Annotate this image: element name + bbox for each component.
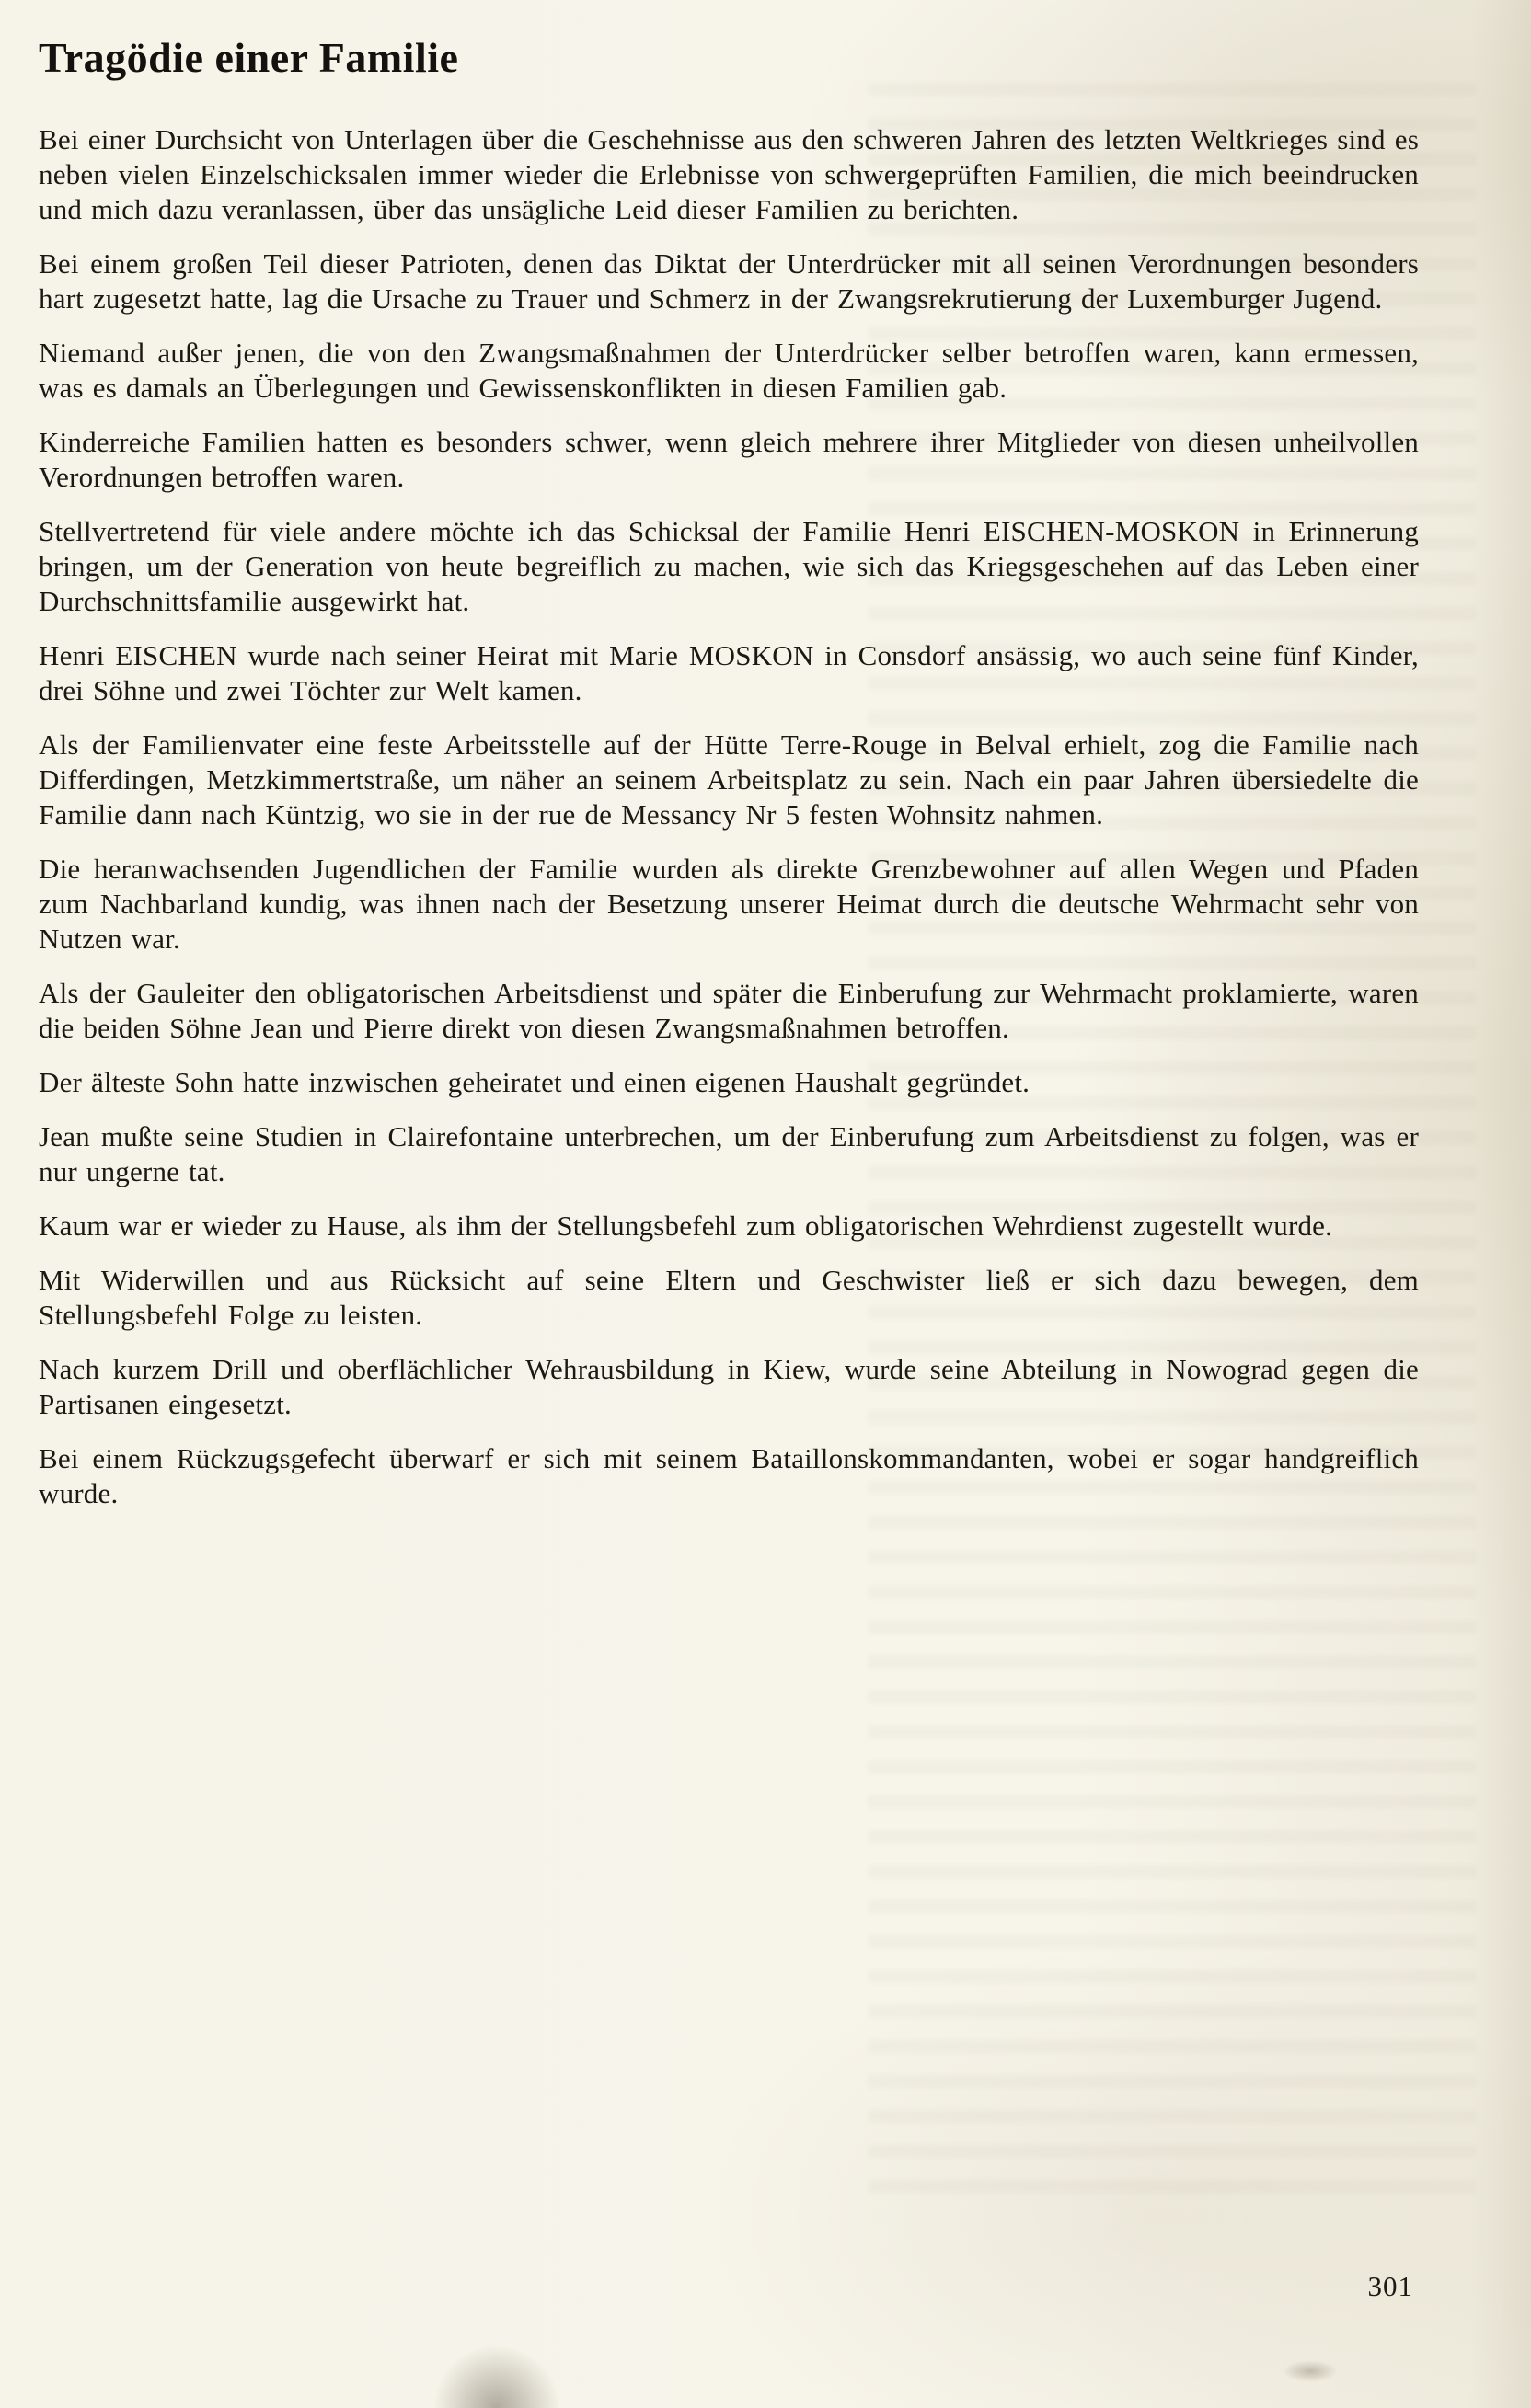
paragraph: Der älteste Sohn hatte inzwischen geheiratet und einen eigenen Haushalt gegründet.: [39, 1066, 1030, 1098]
paragraph: Bei einem großen Teil dieser Patrioten, denen das Diktat der Unterdrücker mit all seinen Verordnungen besonders hart zugesetzt hatte, lag die Ursache zu Trauer und Schmerz in der Zwangsrekrutierung der Luxemburger Jugend.: [39, 247, 1419, 315]
paragraph: Die heranwachsenden Jugendlichen der Familie wurden als direkte Grenzbewohner auf allen Wegen und Pfaden zum Nachbarland kundig, was ihnen nach der Besetzung unserer Heimat durch die deutsche Wehrmacht sehr von Nutzen war.: [39, 853, 1419, 955]
paragraph: Als der Familienvater eine feste Arbeitsstelle auf der Hütte Terre-Rouge in Belval erhielt, zog die Familie nach Differdingen, Metzkimmertstraße, um näher an seinem Arbeitsplatz zu sein. Nach ein paar Jahren übersiedelte die Familie dann nach Küntzig, wo sie in der rue de Messancy Nr 5 festen Wohnsitz nahmen.: [39, 728, 1419, 831]
body-text: [39, 122, 1419, 1511]
document-title: Tragödie einer Familie: [39, 34, 459, 81]
scan-smudge: [432, 2344, 561, 2408]
paragraph: Niemand außer jenen, die von den Zwangsmaßnahmen der Unterdrücker selber betroffen waren, kann ermessen, was es damals an Überlegungen und Gewissenskonflikten in diesen Familien gab.: [39, 337, 1419, 404]
paragraph: Bei einer Durchsicht von Unterlagen über die Geschehnisse aus den schweren Jahren des letzten Weltkrieges sind es neben vielen Einzelschicksalen immer wieder die Erlebnisse von schwergeprüften Familien, die mich beeindrucken und mich dazu veranlassen, über das unsägliche Leid dieser Familien zu berichten.: [39, 123, 1419, 225]
paragraph: Bei einem Rückzugsgefecht überwarf er sich mit seinem Bataillonskommandanten, wobei er sogar handgreiflich wurde.: [39, 1442, 1419, 1509]
paragraph: Jean mußte seine Studien in Clairefontaine unterbrechen, um der Einberufung zum Arbeitsdienst zu folgen, was er nur ungerne tat.: [39, 1120, 1419, 1187]
paragraph: Als der Gauleiter den obligatorischen Arbeitsdienst und später die Einberufung zur Wehrmacht proklamierte, waren die beiden Söhne Jean und Pierre direkt von diesen Zwangsmaßnahmen betroffen.: [39, 977, 1419, 1044]
scan-smudge-small: [1283, 2360, 1338, 2382]
paragraph: Nach kurzem Drill und oberflächlicher Wehrausbildung in Kiew, wurde seine Abteilung in Nowograd gegen die Partisanen eingesetzt.: [39, 1353, 1419, 1420]
paragraph: Kinderreiche Familien hatten es besonders schwer, wenn gleich mehrere ihrer Mitglieder von diesen unheilvollen Verordnungen betroffen waren.: [39, 426, 1419, 493]
paragraph: Stellvertretend für viele andere möchte ich das Schicksal der Familie Henri EISCHEN-MOSKON in Erinnerung bringen, um der Generation von heute begreiflich zu machen, wie sich das Kriegsgeschehen auf das Leben einer Durchschnittsfamilie ausgewirkt hat.: [39, 515, 1419, 617]
page-number: 301: [1367, 2270, 1413, 2302]
paragraph: Henri EISCHEN wurde nach seiner Heirat mit Marie MOSKON in Consdorf ansässig, wo auch seine fünf Kinder, drei Söhne und zwei Töchter zur Welt kamen.: [39, 639, 1419, 706]
paragraph: Mit Widerwillen und aus Rücksicht auf seine Eltern und Geschwister ließ er sich dazu bewegen, dem Stellungsbefehl Folge zu leisten.: [39, 1264, 1419, 1331]
paragraph: Kaum war er wieder zu Hause, als ihm der Stellungsbefehl zum obligatorischen Wehrdienst zugestellt wurde.: [39, 1210, 1333, 1242]
